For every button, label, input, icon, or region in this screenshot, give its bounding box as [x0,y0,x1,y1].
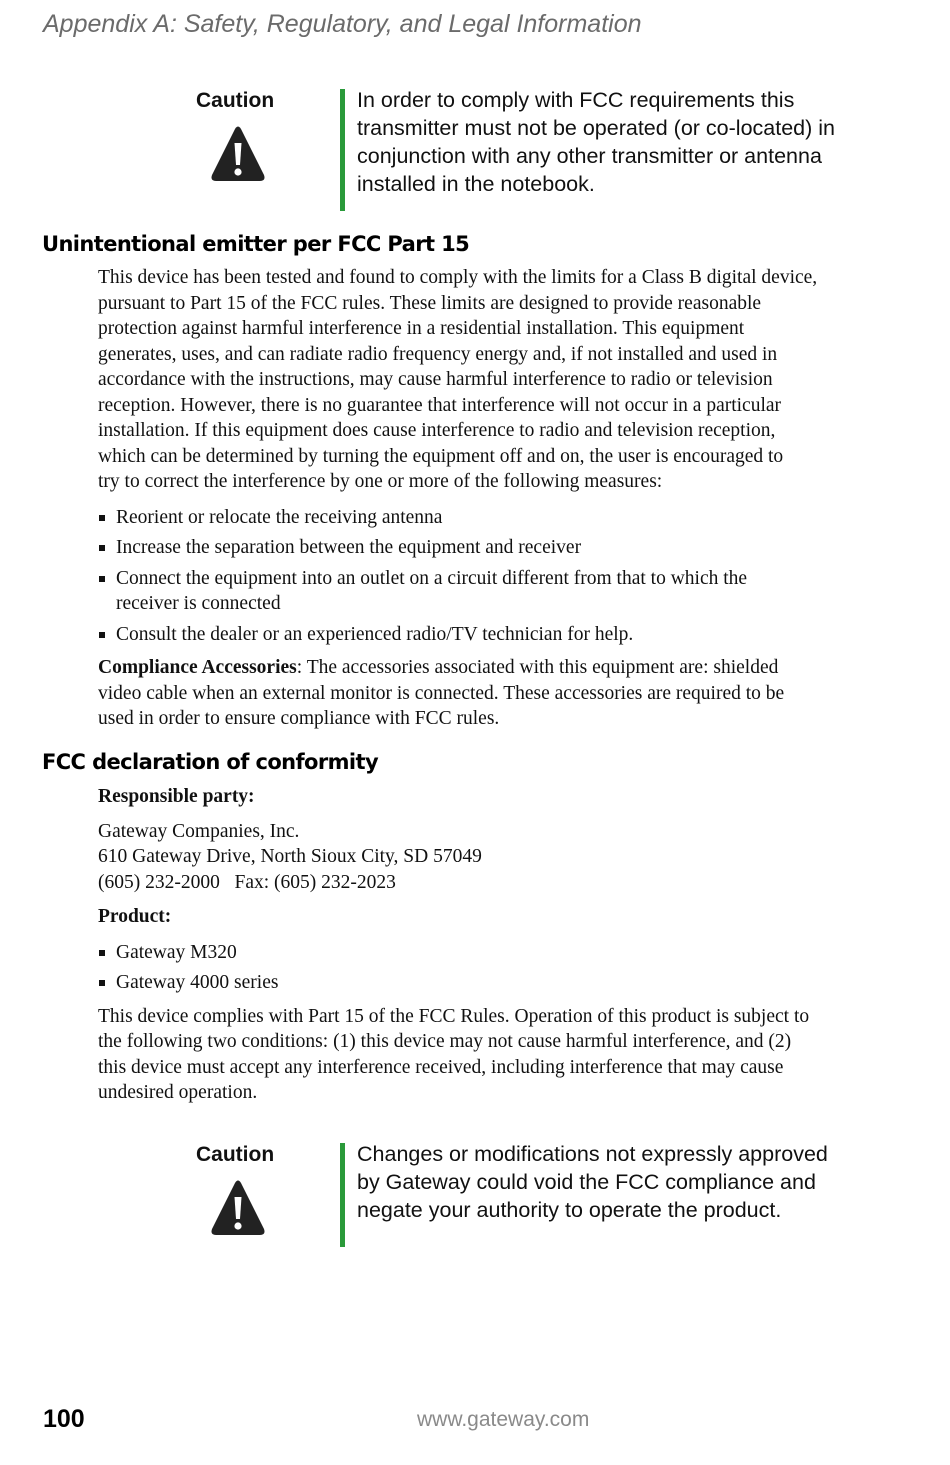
footer-url: www.gateway.com [417,1408,590,1431]
compliance-accessories-paragraph: Compliance Accessories: The accessories associated with this equipment are: shielded video cable when an external monitor is connected. These accessories are required to be used in order to ensure compliance with FCC rules. [98,657,785,729]
product-list [98,940,950,996]
caution-box-2 [196,1143,876,1247]
section-heading-unintentional-emitter: Unintentional emitter per FCC Part 15 [42,232,470,256]
responsible-party-label: Responsible party: [98,786,255,807]
list-item: Gateway 4000 series [98,970,950,996]
section-heading-fcc-declaration: FCC declaration of conformity [42,750,379,774]
compliance-statement: This device complies with Part 15 of the FCC Rules. Operation of this product is subject to the following two conditions: (1) this device may not cause harmful interference, and (2) this device must accept any interference received, including interference that may cause undesired operation. [98,1005,810,1103]
caution-label: Caution [196,1143,275,1166]
warning-triangle-icon [210,125,266,183]
section1-body [98,265,950,732]
caution-box-1 [196,89,876,211]
list-item: Gateway M320 [98,940,950,966]
bullet-square-icon [99,545,105,551]
caution-text: In order to comply with FCC requirements this transmitter must not be operated (or co-located) in conjunction with any other transmitter or antenna installed in the notebook. [357,88,835,196]
bullet-square-icon [99,980,105,986]
list-item: Reorient or relocate the receiving antenna [98,505,950,531]
bullet-square-icon [99,632,105,638]
bullet-square-icon [99,950,105,956]
list-item: Connect the equipment into an outlet on a circuit different from that to which the receiver is connected [98,566,950,617]
compliance-label: Compliance Accessories [98,657,297,678]
product-label: Product: [98,906,172,927]
page-number: 100 [43,1405,85,1433]
section1-paragraph: This device has been tested and found to comply with the limits for a Class B digital device, pursuant to Part 15 of the FCC rules. These limits are designed to provide reasonable protection against harmful interference in a residential installation. This equipment generates, uses, and can radiate radio frequency energy and, if not installed and used in accordance with the instructions, may cause harmful interference to radio or television reception. However, there is no guarantee that interference will not occur in a particular installation. If this equipment does cause interference to radio and television reception, which can be determined by turning the equipment off and on, the user is encouraged to try to correct the interference by one or more of the following measures: [98,267,818,492]
warning-triangle-icon [210,1179,266,1237]
list-item: Consult the dealer or an experienced radio/TV technician for help. [98,622,950,648]
caution-accent-bar [340,89,345,211]
caution-label: Caution [196,89,275,112]
measures-list [98,505,950,648]
list-item: Increase the separation between the equipment and receiver [98,535,950,561]
caution-text: Changes or modifications not expressly approved by Gateway could void the FCC compliance and negate your authority to operate the product. [357,1142,828,1222]
bullet-square-icon [99,515,105,521]
page-header: Appendix A: Safety, Regulatory, and Legal Information [43,10,642,38]
address-block: Gateway Companies, Inc. 610 Gateway Drive, North Sioux City, SD 57049 (605) 232-2000 Fax: (605) 232-2023 [98,820,482,893]
section2-body [98,784,950,1106]
caution-accent-bar [340,1143,345,1247]
bullet-square-icon [99,576,105,582]
